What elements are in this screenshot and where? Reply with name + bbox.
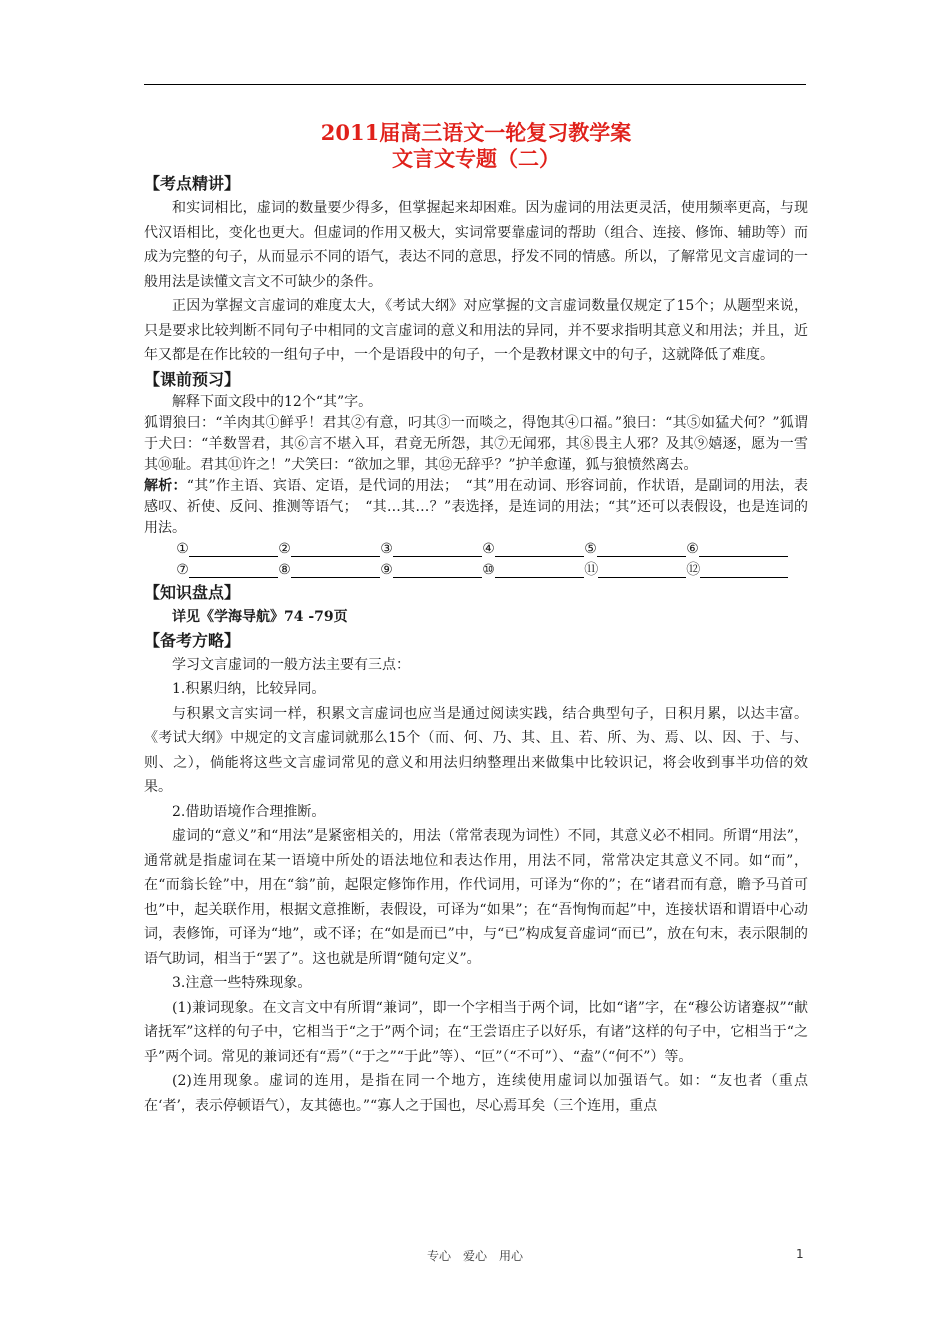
document-title-line2: 文言文专题（二） <box>392 146 560 171</box>
answer-blanks-row-2 <box>144 560 808 581</box>
answer-blank[interactable]: ⑧ <box>278 560 380 581</box>
answer-blank[interactable]: ⑨ <box>380 560 482 581</box>
answer-blank[interactable]: ③ <box>380 539 482 560</box>
exercise-instruction: 解释下面文段中的12个“其”字。 <box>172 393 373 410</box>
page-number: 1 <box>796 1247 804 1261</box>
answer-blank[interactable]: ⑥ <box>686 539 788 560</box>
analysis-paragraph <box>144 476 808 539</box>
paragraph: 与积累文言实词一样，积累文言虚词也应当是通过阅读实践，结合典型句子，日积月累，以达丰富。《考试大纲》中规定的文言虚词就那么15个（而、何、乃、其、且、若、所、为、焉、以、因、于、与、则、之），倘能将这些文言虚词常见的意义和用法归纳整理出来做集中比较识记，将会收到事半功倍的效果。 <box>144 705 808 795</box>
section-zhishi <box>144 581 808 629</box>
section-heading-beikao: 【备考方略】 <box>144 630 241 650</box>
section-heading-keqian: 【课前预习】 <box>144 369 241 389</box>
answer-blank[interactable]: ⑫ <box>686 560 788 581</box>
answer-blank[interactable]: ⑤ <box>584 539 686 560</box>
paragraph: 正因为掌握文言虚词的难度太大，《考试大纲》对应掌握的文言虚词数量仅规定了15个；从题型来说，只是要求比较判断不同句子中相同的文言虚词的意义和用法的异同，并不要求指明其意义和用法；并且，近年又都是在作比较的一组句子中，一个是语段中的句子，一个是教材课文中的句子，这就降低了难度。 <box>144 298 808 363</box>
answer-blank[interactable]: ⑦ <box>176 560 278 581</box>
exercise-passage: 狐谓狼曰：“羊肉其①鲜乎！君其②有意，叼其③一而啖之，得饱其④口福。”狼曰：“其⑤如猛犬何？”狐谓于犬曰：“羊数詈君，其⑥言不堪入耳，君竟无所怨，其⑦无闻邪，其⑧畏主人邪？及其⑨嬉逐，愿为一雪其⑩耻。君其⑪许之！”犬笑曰：“欲加之罪，其⑫无辞乎？”护羊愈谨，狐与狼愤然离去。 <box>144 414 808 473</box>
section-heading-kaodian: 【考点精讲】 <box>144 174 241 193</box>
paragraph: (2)连用现象。虚词的连用，是指在同一个地方，连续使用虚词以加强语气。如：“友也者（重点在‘者’，表示停顿语气），友其德也。”“寡人之于国也，尽心焉耳矣（三个连用，重点 <box>144 1073 808 1114</box>
paragraph: 1.积累归纳，比较异同。 <box>172 681 326 697</box>
answer-blank[interactable]: ② <box>278 539 380 560</box>
analysis-text: “其”作主语、宾语、定语，是代词的用法； “其”用在动词、形容词前，作状语，是副词的用法，表感叹、祈使、反问、推测等语气； “其…其…？”表选择，是连词的用法；“其”还可以表假设，也是连词的用法。 <box>144 477 808 536</box>
paragraph: 3.注意一些特殊现象。 <box>172 975 312 991</box>
section-beikao <box>144 629 808 1119</box>
section-kaodian <box>144 172 808 368</box>
reference-note: 详见《学海导航》74 -79页 <box>172 608 348 625</box>
answer-blank[interactable]: ⑩ <box>482 560 584 581</box>
paragraph: 虚词的“意义”和“用法”是紧密相关的，用法（常常表现为词性）不同，其意义必不相同。所谓“用法”，通常就是指虚词在某一语境中所处的语法地位和表达作用，用法不同，常常决定其意义不同。如“而”，在“而翁长铨”中，用在“翁”前，起限定修饰作用，作代词用，可译为“你的”；在“诸君而有意，瞻予马首可也”中，起关联作用，根据文意推断，表假设，可译为“如果”；在“吾恂恂而起”中，连接状语和谓语中心动词，表修饰，可译为“地”，或不译；在“如是而已”中，与“已”构成复音虚词“而已”，放在句末，表示限制的语气助词，相当于“罢了”。这也就是所谓“随句定义”。 <box>144 828 808 967</box>
paragraph: 和实词相比，虚词的数量要少得多，但掌握起来却困难。因为虚词的用法更灵活，使用频率更高，与现代汉语相比，变化也更大。但虚词的作用又极大，实词常要靠虚词的帮助（组合、连接、修饰、辅助等）而成为完整的句子，从而显示不同的语气，表达不同的意思，抒发不同的情感。所以，了解常见文言虚词的一般用法是读懂文言文不可缺少的条件。 <box>144 200 808 290</box>
header-rule <box>144 84 806 85</box>
section-heading-zhishi: 【知识盘点】 <box>144 582 241 602</box>
answer-blank[interactable]: ④ <box>482 539 584 560</box>
answer-blank[interactable]: ⑪ <box>584 560 686 581</box>
document-body <box>144 120 808 1118</box>
section-kеqian <box>144 368 808 581</box>
answer-blank[interactable]: ① <box>176 539 278 560</box>
paragraph: 2.借助语境作合理推断。 <box>172 803 326 820</box>
document-title-line1: 2011届高三语文一轮复习教学案 <box>320 120 632 145</box>
paragraph: 学习文言虚词的一般方法主要有三点： <box>172 656 410 673</box>
analysis-label: 解析： <box>144 477 187 494</box>
paragraph: (1)兼词现象。在文言文中有所谓“兼词”，即一个字相当于两个词，比如“诸”字，在“穆公访诸蹇叔”“献诸抚军”这样的句子中，它相当于“之于”两个词；在“王尝语庄子以好乐，有诸”这样的句子中，它相当于“之乎”两个词。常见的兼词还有“焉”（“于之”“于此”等）、“叵”（“不可”）、“盍”（“何不”）等。 <box>144 999 808 1065</box>
page-footer: 专心 爱心 用心 <box>426 1249 523 1263</box>
answer-blanks-row-1 <box>144 539 808 560</box>
